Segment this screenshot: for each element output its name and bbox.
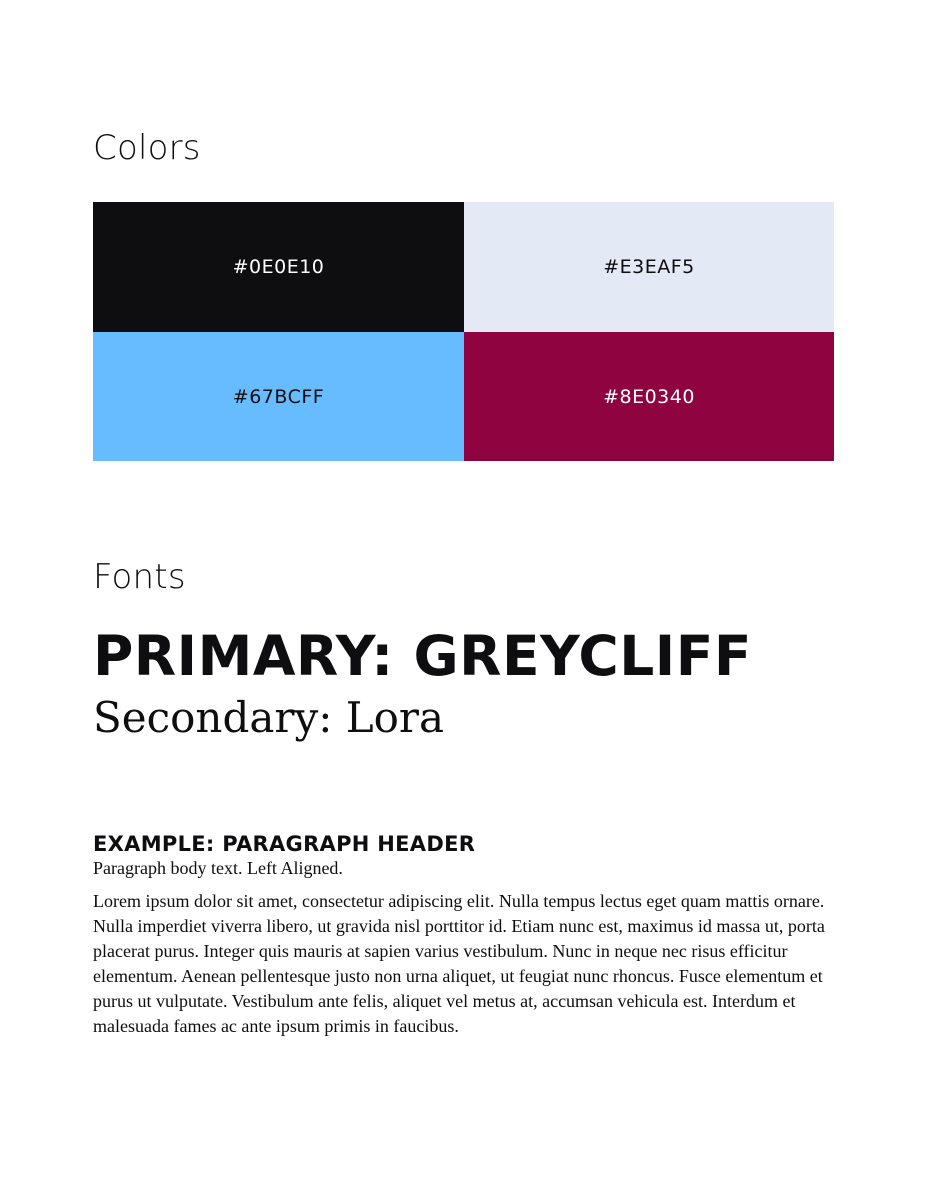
color-swatch-label: #0E0E10 <box>232 256 325 278</box>
color-swatch-light <box>464 202 834 332</box>
color-swatch-blue <box>93 332 464 461</box>
paragraph-header-example: EXAMPLE: PARAGRAPH HEADER <box>93 832 476 856</box>
secondary-font-sample: Secondary: Lora <box>93 693 445 742</box>
color-swatch-grid <box>93 202 834 461</box>
paragraph-body-text: Lorem ipsum dolor sit amet, consectetur adipiscing elit. Nulla tempus lectus eget quam mattis ornare. Nulla imperdiet viverra libero, ut gravida nisl porttitor id. Etiam nunc est, maximus id massa ut, porta placerat purus. Integer quis mauris at sapien varius vestibulum. Nunc in neque nec risus efficitur elementum. Aenean pellentesque justo non urna aliquet, ut feugiat nunc rhoncus. Fusce elementum et purus ut vulputate. Vestibulum ante felis, aliquet vel metus at, accumsan vehicula est. Interdum et malesuada fames ac ante ipsum primis in faucibus. <box>93 891 825 1036</box>
paragraph-subtitle: Paragraph body text. Left Aligned. <box>93 858 343 878</box>
color-swatch-label: #67BCFF <box>232 385 325 408</box>
color-swatch-label: #8E0340 <box>603 385 695 408</box>
color-swatch-label: #E3EAF5 <box>603 256 695 278</box>
fonts-section-title: Fonts <box>93 557 186 597</box>
color-swatch-red <box>464 332 834 461</box>
color-swatch-dark <box>93 202 464 332</box>
primary-font-sample: PRIMARY: GREYCLIFF <box>93 624 752 688</box>
colors-section-title: Colors <box>93 128 201 168</box>
